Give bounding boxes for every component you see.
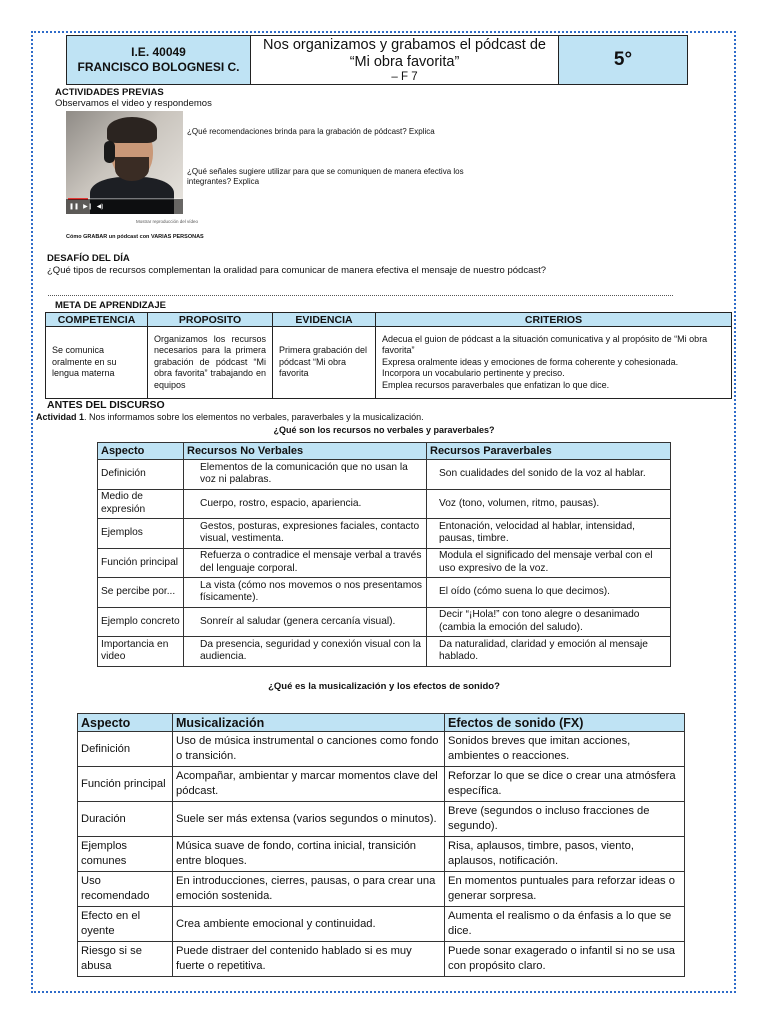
activity-1-text: . Nos informamos sobre los elementos no verbales, paraverbales y la musicalización. (84, 412, 424, 422)
table-cell: Risa, aplausos, timbre, pasos, viento, aplausos, notificación. (445, 837, 685, 872)
header-table (66, 35, 688, 85)
table-cell: Modula el significado del mensaje verbal con el uso expresivo de la voz. (427, 548, 671, 578)
criterio-item: Expresa oralmente ideas y emociones de forma coherente y cohesionada. (382, 356, 679, 367)
session-title-line2: “Mi obra favorita” (349, 54, 460, 70)
table-cell: Uso de música instrumental o canciones como fondo o transición. (173, 732, 445, 767)
session-title-line1: Nos organizamos y grabamos el pódcast de (263, 37, 546, 53)
row-aspect: Duración (78, 802, 173, 837)
row-aspect: Uso recomendado (78, 872, 173, 907)
activity-1-label: Actividad 1 (36, 412, 85, 422)
table1-header-paraverbales: Recursos Paraverbales (427, 443, 671, 460)
criterio-item: Emplea recursos paraverbales que enfatizan lo que dice. (382, 379, 610, 390)
grade-cell: 5° (559, 36, 687, 84)
row-aspect: Ejemplo concreto (98, 607, 184, 637)
table-cell: El oído (cómo suena lo que decimos). (427, 578, 671, 608)
answer-line (48, 295, 673, 296)
row-aspect: Se percibe por... (98, 578, 184, 608)
table-row (98, 519, 671, 549)
meta-competencia: Se comunica oralmente en su lengua materna (46, 327, 148, 399)
row-aspect: Medio de expresión (98, 489, 184, 519)
meta-heading: META DE APRENDIZAJE (55, 300, 167, 311)
session-title-cell (251, 36, 559, 84)
table-cell: Reforzar lo que se dice o crear una atmósfera específica. (445, 767, 685, 802)
criterio-item: Adecua el guion de pódcast a la situación comunicativa y al propósito de “Mi obra favorita” (382, 333, 708, 356)
pause-icon[interactable]: ❚❚ (69, 203, 80, 210)
previas-heading: ACTIVIDADES PREVIAS (55, 87, 164, 98)
table-cell: Cuerpo, rostro, espacio, apariencia. (184, 489, 427, 519)
video-controls (66, 199, 183, 214)
table2-title: ¿Qué es la musicalización y los efectos de sonido? (268, 681, 500, 692)
meta-criterios (376, 327, 732, 399)
meta-header-evidencia: EVIDENCIA (273, 313, 376, 327)
musicalizacion-table (77, 713, 685, 977)
table-cell: Entonación, velocidad al hablar, intensidad, pausas, timbre. (427, 519, 671, 549)
school-name: I.E. 40049 (131, 45, 186, 59)
question-2-line2: integrantes? Explica (187, 177, 260, 186)
table-cell: Breve (segundos o incluso fracciones de segundo). (445, 802, 685, 837)
table-cell: Sonreír al saludar (genera cercanía visual). (184, 607, 427, 637)
table-cell: Elementos de la comunicación que no usan la voz ni palabras. (184, 460, 427, 490)
table-cell: Crea ambiente emocional y continuidad. (173, 907, 445, 942)
table1-header-aspecto: Aspecto (98, 443, 184, 460)
activity-1-line (36, 412, 424, 422)
question-1: ¿Qué recomendaciones brinda para la grabación de pódcast? Explica (187, 127, 435, 136)
table-cell: Gestos, posturas, expresiones faciales, contacto visual, vestimenta. (184, 519, 427, 549)
table-cell: La vista (cómo nos movemos o nos presentamos físicamente). (184, 578, 427, 608)
table-row (78, 942, 685, 977)
table2-header-musicalizacion: Musicalización (173, 714, 445, 732)
school-cell (67, 36, 251, 84)
criterio-item: Incorpora un vocabulario pertinente y preciso. (382, 368, 565, 379)
meta-header-competencia: COMPETENCIA (46, 313, 148, 327)
table-row (98, 637, 671, 667)
table-cell: Decir “¡Hola!” con tono alegre o desanimado (cambia la emoción del saludo). (427, 607, 671, 637)
question-2 (187, 167, 464, 187)
table-cell: Puede distraer del contenido hablado si es muy fuerte o repetitiva. (173, 942, 445, 977)
session-code: – F 7 (391, 71, 418, 83)
table-row (98, 607, 671, 637)
row-aspect: Importancia en video (98, 637, 184, 667)
row-aspect: Función principal (78, 767, 173, 802)
table-row (98, 489, 671, 519)
table-cell: En momentos puntuales para reforzar ideas o generar sorpresa. (445, 872, 685, 907)
question-2-line1: ¿Qué señales sugiere utilizar para que se comuniquen de manera efectiva los (187, 167, 464, 176)
person-beard (115, 157, 149, 181)
table-cell: Refuerza o contradice el mensaje verbal a través del lenguaje corporal. (184, 548, 427, 578)
row-aspect: Definición (78, 732, 173, 767)
meta-proposito: Organizamos los recursos necesarios para la primera grabación de pódcast “Mi obra favorita” trabajando en equipos (148, 327, 273, 399)
person-hair (107, 117, 157, 143)
meta-table (45, 312, 732, 399)
video-caption: Cómo GRABAR un pódcast con VARIAS PERSONAS (66, 234, 204, 240)
table-cell: Da naturalidad, claridad y emoción al mensaje hablado. (427, 637, 671, 667)
table-row (78, 767, 685, 802)
row-aspect: Ejemplos comunes (78, 837, 173, 872)
table-row (78, 837, 685, 872)
nonverbal-paraverbal-table (97, 442, 671, 667)
row-aspect: Función principal (98, 548, 184, 578)
table-cell: Aumenta el realismo o da énfasis a lo que se dice. (445, 907, 685, 942)
table-row (98, 548, 671, 578)
table-row (78, 802, 685, 837)
table-cell: En introducciones, cierres, pausas, o para crear una emoción sostenida. (173, 872, 445, 907)
meta-evidencia: Primera grabación del pódcast “Mi obra favorita (273, 327, 376, 399)
table-cell: Música suave de fondo, cortina inicial, transición entre bloques. (173, 837, 445, 872)
meta-header-proposito: PROPOSITO (148, 313, 273, 327)
table-row (98, 460, 671, 490)
table2-header-efectos: Efectos de sonido (FX) (445, 714, 685, 732)
antes-heading: ANTES DEL DISCURSO (47, 399, 165, 411)
row-aspect: Riesgo si se abusa (78, 942, 173, 977)
table1-header-no-verbales: Recursos No Verbales (184, 443, 427, 460)
previas-instruction: Observamos el video y respondemos (55, 98, 212, 109)
table-cell: Acompañar, ambientar y marcar momentos clave del pódcast. (173, 767, 445, 802)
meta-header-criterios: CRITERIOS (376, 313, 732, 327)
school-subtitle: FRANCISCO BOLOGNESI C. (77, 60, 240, 74)
table-row (98, 578, 671, 608)
row-aspect: Efecto en el oyente (78, 907, 173, 942)
table-row (78, 732, 685, 767)
volume-icon[interactable]: ◀) (96, 203, 104, 210)
table-cell: Suele ser más extensa (varios segundos o minutos). (173, 802, 445, 837)
video-thumbnail[interactable] (66, 111, 183, 214)
table-cell: Voz (tono, volumen, ritmo, pausas). (427, 489, 671, 519)
desafio-question: ¿Qué tipos de recursos complementan la oralidad para comunicar de manera efectiva el mensaje de nuestro pódcast? (47, 265, 547, 276)
table2-header-aspecto: Aspecto (78, 714, 173, 732)
table1-title: ¿Qué son los recursos no verbales y paraverbales? (273, 425, 495, 435)
table-cell: Son cualidades del sonido de la voz al hablar. (427, 460, 671, 490)
table-row (78, 907, 685, 942)
row-aspect: Definición (98, 460, 184, 490)
next-icon[interactable]: ▶❙ (83, 203, 93, 210)
video-note: Mostrar reproducción del vídeo (136, 219, 199, 224)
desafio-heading: DESAFÍO DEL DÍA (47, 253, 130, 264)
table-cell: Da presencia, seguridad y conexión visual con la audiencia. (184, 637, 427, 667)
table-cell: Puede sonar exagerado o infantil si no se usa con propósito claro. (445, 942, 685, 977)
table-cell: Sonidos breves que imitan acciones, ambientes o reacciones. (445, 732, 685, 767)
table-row (78, 872, 685, 907)
row-aspect: Ejemplos (98, 519, 184, 549)
headphone-icon (104, 141, 115, 163)
